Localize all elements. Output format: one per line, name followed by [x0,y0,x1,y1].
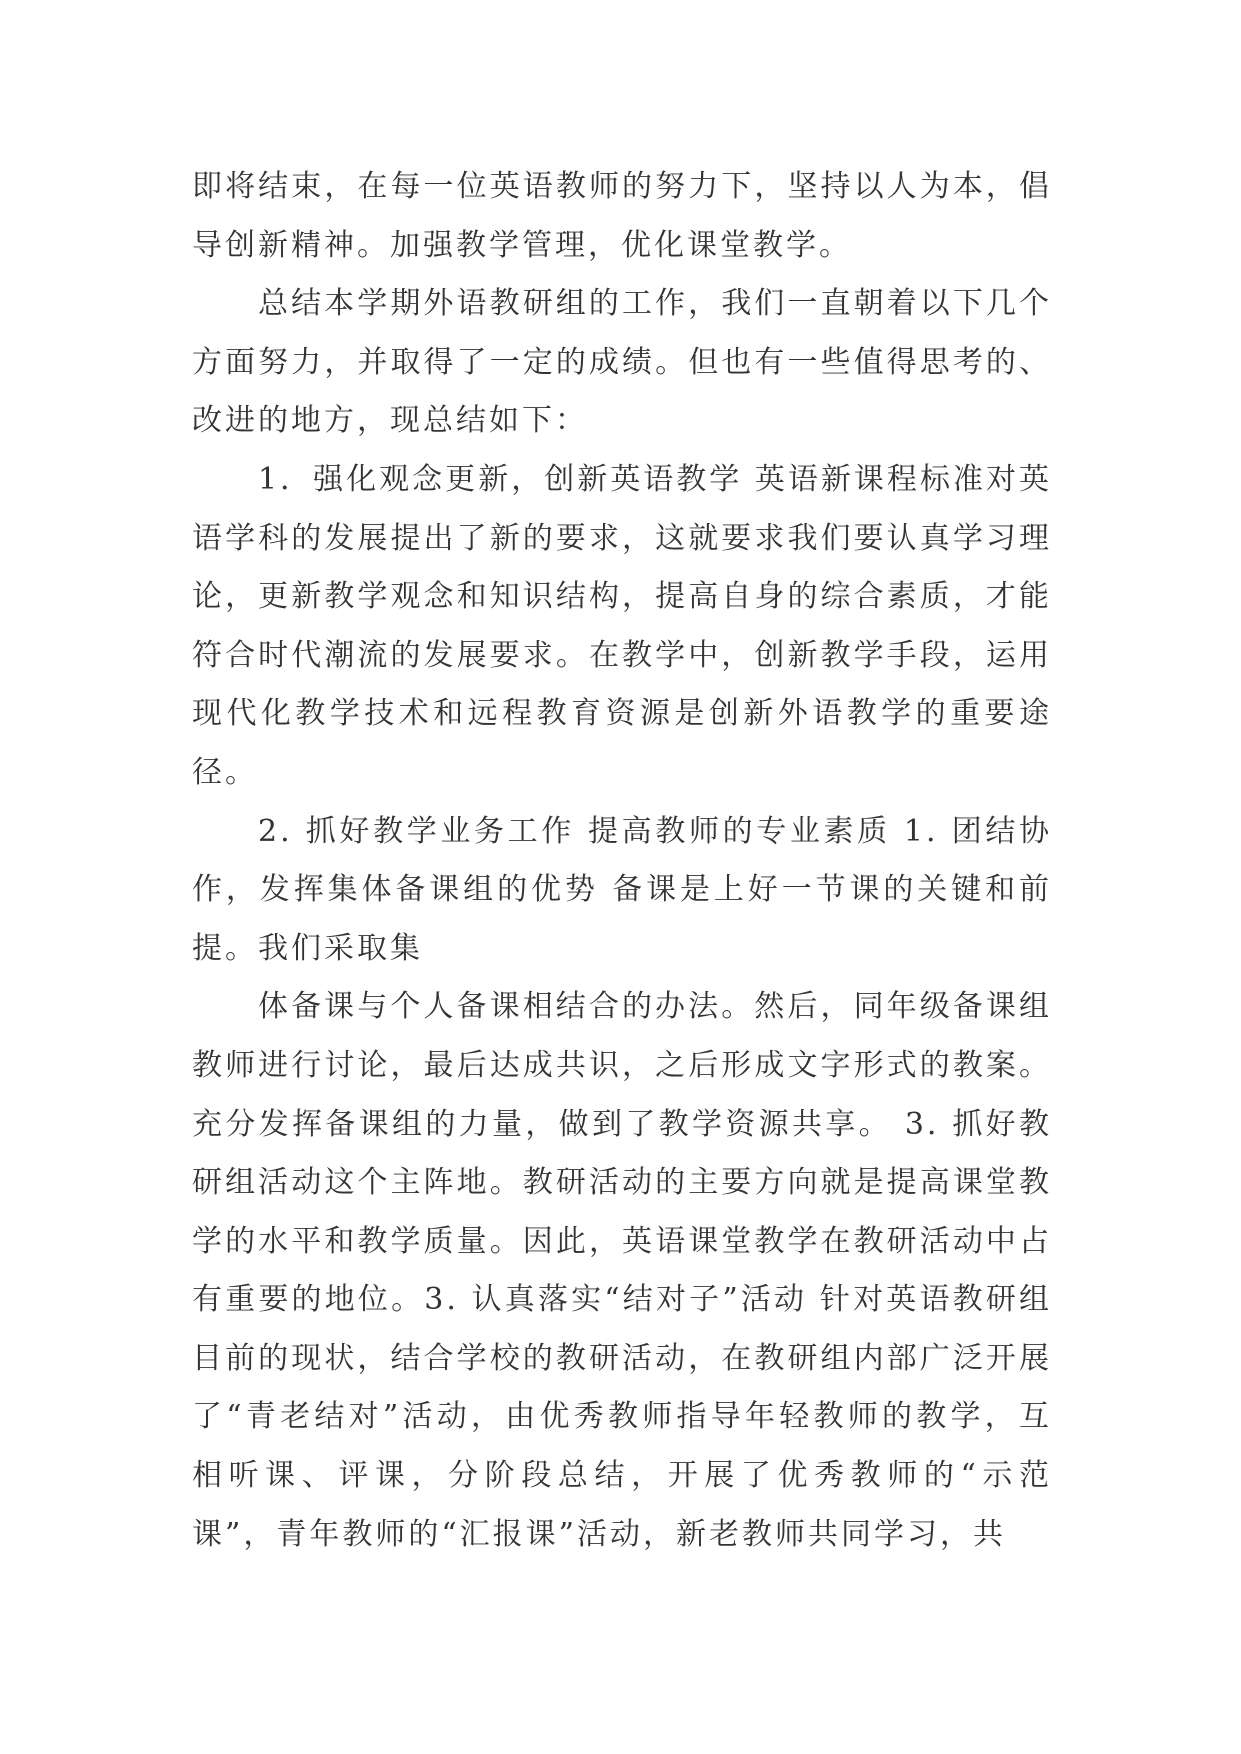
paragraph-collective-lesson-prep: 体备课与个人备课相结合的办法。然后，同年级备课组教师进行讨论，最后达成共识，之后形成文字形式的教案。充分发挥备课组的力量，做到了教学资源共享。 3. 抓好教研组活动这个主阵地。教研活动的主要方向就是提高课堂教学的水平和教学质量。因此，英语课堂教学在教研活动中占有重要的地位。3. 认真落实“结对子”活动 针对英语教研组目前的现状，结合学校的教研活动，在教研组内部广泛开展了“青老结对”活动，由优秀教师指导年轻教师的教学，互相听课、评课，分阶段总结，开展了优秀教师的“示范课”，青年教师的“汇报课”活动，新老教师共同学习，共 [192,989,1052,1552]
document-body [192,158,1052,1564]
paragraph-point-1: 1．强化观念更新，创新英语教学 英语新课程标准对英语学科的发展提出了新的要求，这就要求我们要认真学习理论，更新教学观念和知识结构，提高自身的综合素质，才能符合时代潮流的发展要求。在教学中，创新教学手段，运用现代化教学技术和远程教育资源是创新外语教学的重要途径。 [192,461,1052,790]
paragraph-point-2: 2. 抓好教学业务工作 提高教师的专业素质 1. 团结协作，发挥集体备课组的优势 备课是上好一节课的关键和前提。我们采取集 [192,813,1052,966]
paragraph-intro-continuation: 即将结束，在每一位英语教师的努力下，坚持以人为本，倡导创新精神。加强教学管理，优化课堂教学。 [192,169,1052,263]
paragraph-summary-intro: 总结本学期外语教研组的工作，我们一直朝着以下几个方面努力，并取得了一定的成绩。但也有一些值得思考的、改进的地方，现总结如下： [192,286,1052,439]
